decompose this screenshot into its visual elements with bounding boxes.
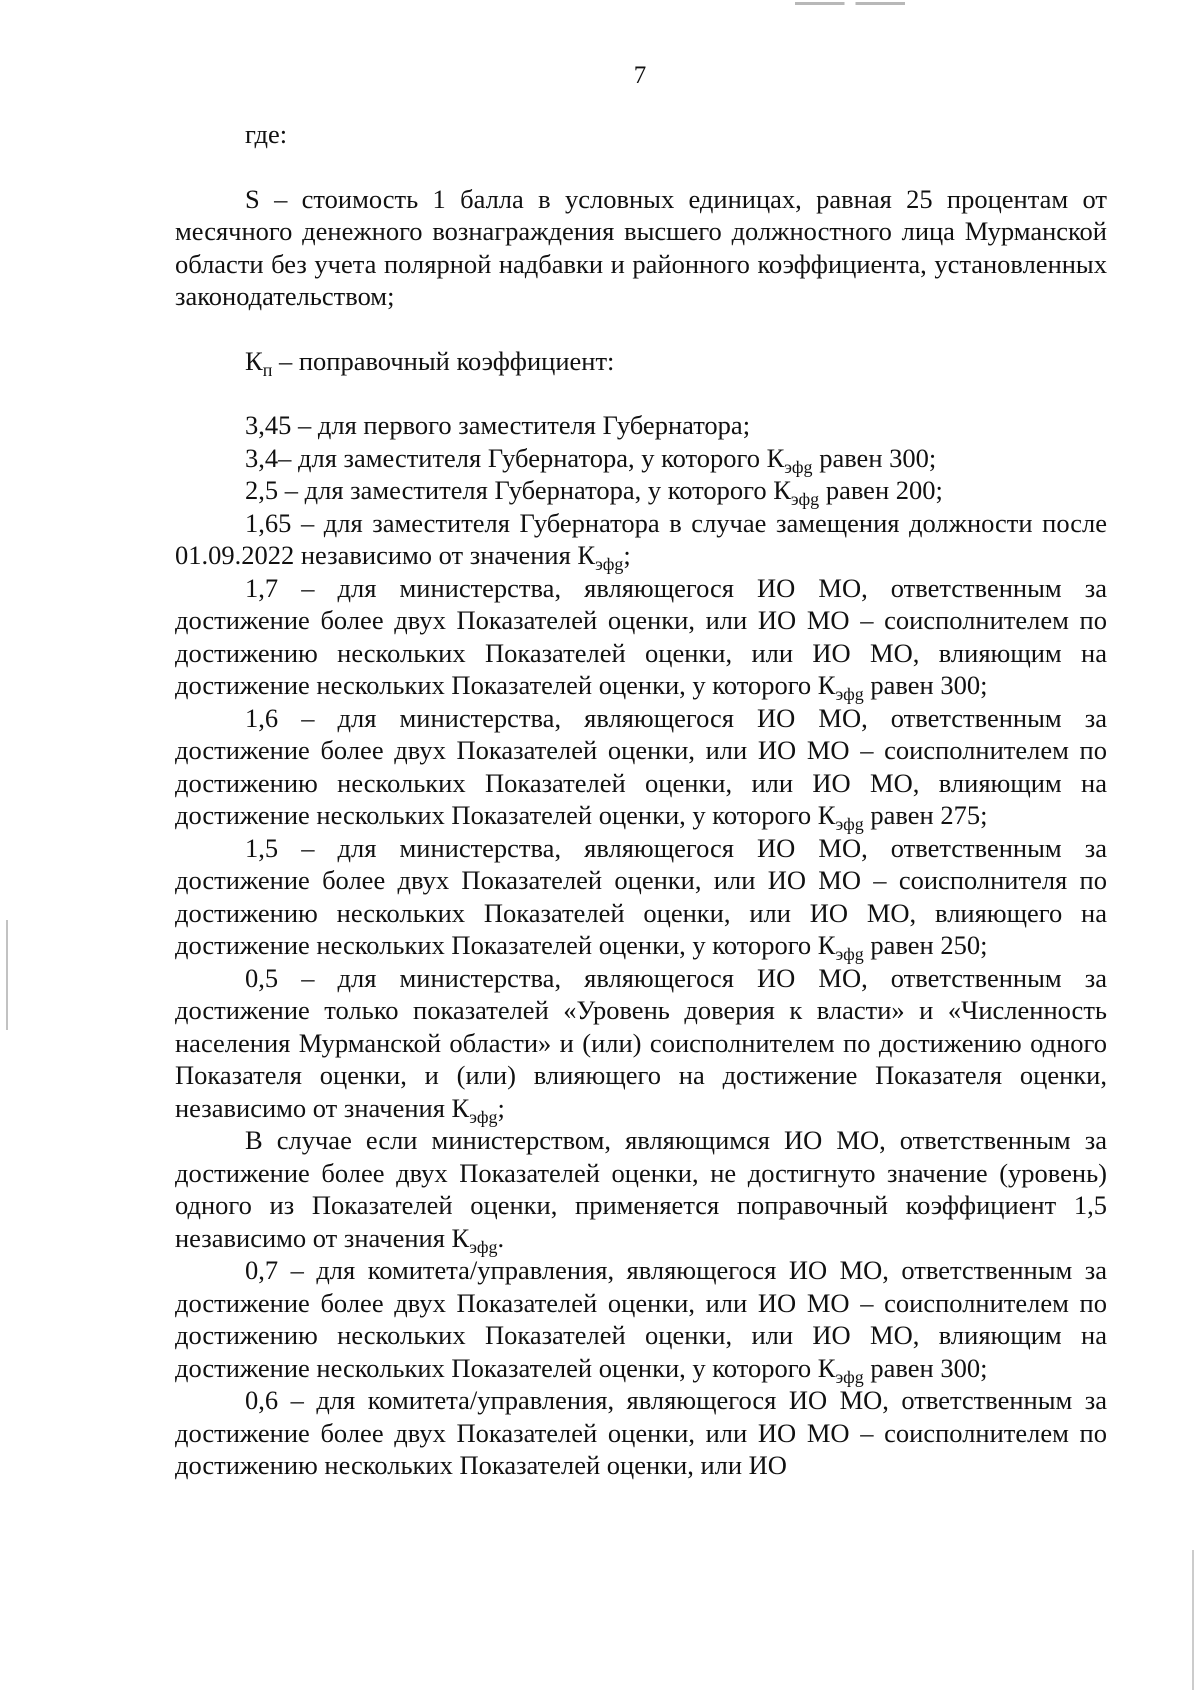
page-number: 7	[633, 62, 647, 89]
coefficient-item-11: 0,6 – для комитета/управления, являющегося ИО МО, ответственным за достижение более двух Показателей оценки, или ИО МО – соисполнителем по достижению нескольких Показателей оценки, или ИО	[175, 1385, 1107, 1480]
where-label: где:	[245, 119, 288, 149]
scan-artifact-top	[795, 2, 905, 5]
document-body	[175, 118, 1107, 1482]
coefficient-item-6: 1,6 – для министерства, являющегося ИО МО, ответственным за достижение более двух Показателей оценки, или ИО МО – соисполнителем по достижению нескольких Показателей оценки, или ИО МО, влияющим на достижение нескольких Показателей оценки, у которого $К_{эфg}$ равен 275;	[175, 702, 1107, 834]
coefficient-item-4: 1,65 – для заместителя Губернатора в случае замещения должности после 01.09.2022 независимо от значения $К_{эфg}$;	[175, 507, 1107, 574]
coefficient-item-8: 0,5 – для министерства, являющегося ИО МО, ответственным за достижение только показателей «Уровень доверия к власти» и «Численность населения Мурманской области» и (или) соисполнителем по достижению одного Показателя оценки, и (или) влияющего на достижение Показателя оценки, независимо от значения $К_{эфg}$;	[175, 962, 1107, 1127]
coefficient-item-5: 1,7 – для министерства, являющегося ИО МО, ответственным за достижение более двух Показателей оценки, или ИО МО – соисполнителем по достижению нескольких Показателей оценки, или ИО МО, влияющим на достижение нескольких Показателей оценки, у которого $К_{эфg}$ равен 300;	[175, 572, 1107, 704]
coefficient-item-10: 0,7 – для комитета/управления, являющегося ИО МО, ответственным за достижение более двух Показателей оценки, или ИО МО – соисполнителем по достижению нескольких Показателей оценки, или ИО МО, влияющим на достижение нескольких Показателей оценки, у которого $К_{эфg}$ равен 300;	[175, 1255, 1107, 1387]
coefficient-note: В случае если министерством, являющимся ИО МО, ответственным за достижение более двух Показателей оценки, не достигнуто значение (уровень) одного из Показателей оценки, применяется поправочный коэффициент 1,5 независимо от значения $К_{эфg}$.	[175, 1125, 1107, 1257]
coefficient-item-3: 2,5 – для заместителя Губернатора, у которого $К_{эфg}$ равен 200;	[245, 475, 943, 509]
scan-artifact-left	[6, 920, 8, 1030]
s-definition: S – стоимость 1 балла в условных единицах, равная 25 процентам от месячного денежного вознаграждения высшего должностного лица Мурманской области без учета полярной надбавки и районного коэффициента, установленных законодательством;	[175, 183, 1107, 311]
coefficient-item-7: 1,5 – для министерства, являющегося ИО МО, ответственным за достижение более двух Показателей оценки, или ИО МО – соисполнителя по достижению нескольких Показателей оценки, или ИО МО, влияющего на достижение нескольких Показателей оценки, у которого $К_{эфg}$ равен 250;	[175, 832, 1107, 964]
kp-definition: $К_п$ – поправочный коэффициент:	[245, 345, 615, 380]
coefficient-item-1: 3,45 – для первого заместителя Губернатора;	[245, 410, 751, 440]
kp-symbol: $К_п$	[245, 345, 273, 380]
coefficient-item-2: 3,4– для заместителя Губернатора, у которого $К_{эфg}$ равен 300;	[245, 442, 937, 477]
scan-artifact-right	[1192, 1550, 1194, 1690]
